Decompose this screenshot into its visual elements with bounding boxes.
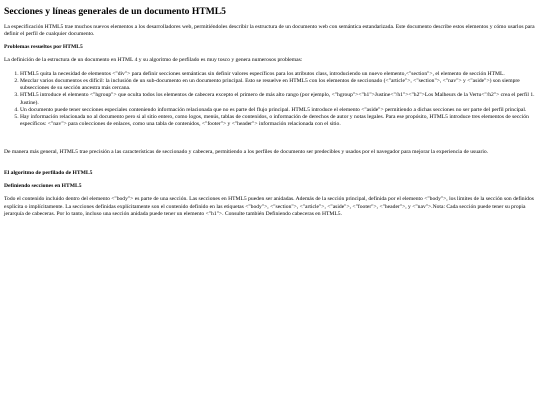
section-heading-outline-algorithm: El algoritmo de perfilado de HTML5	[4, 169, 93, 176]
list-item: 2. Mezclar varios documentos es difícil: la inclusión de un sub-documento en un documento principal. Esto se resuelve en HTML5 con los elementos de seccionado (<"article">, <"section">, <"nav"> y <"aside">) son siempre subsecciones de su sección ancestra más cercana.	[20, 78, 536, 93]
problems-intro-paragraph: La definición de la estructura de un documento en HTML 4 y su algoritmo de perfilado es muy tosco y genera numerosos problemas:	[4, 57, 303, 64]
section-heading-defining-sections: Definiendo secciones en HTML5	[4, 183, 82, 190]
spacer	[4, 135, 536, 149]
section-heading-problems: Problemas resueltos por HTML5	[4, 44, 83, 51]
list-item: 3. HTML5 introduce el elemento <"hgroup"> que oculta todos los elementos de cabecera excepto el primero de más alto rango (por ejemplo, <"hgroup"><"h1">Justine<"/h1"><"h2">Los Malheurs de la Vertu<"/h2"> crea el perfil 1. Justine).	[20, 92, 536, 107]
page-title: Secciones y líneas generales de un documento HTML5	[4, 6, 226, 17]
summary-paragraph: De manera más general, HTML5 trae precisión a las características de seccionado y cabecera, permitiendo a los perfiles de documento ser predecibles y usados por el navegador para mejorar la experiencia de usuario.	[4, 148, 489, 155]
list-item: 5. Hay información relacionada no al documento pero si al sitio entero, como logos, menús, tablas de contenidos, o información de derechos de autor y notas legales. Para ese propósito, HTML5 introduce tres elementos de sección específicos: <"nav"> para colecciones de enlaces, como una tabla de contenidos, <"footer"> y <"header"> información relacionada con el sitio.	[20, 114, 536, 129]
list-item: 4. Un documento puede tener secciones especiales conteniendo información relacionada que no es parte del flujo principal. HTML5 introduce el elemento <"aside"> permitiendo a dichas secciones no ser parte del perfil principal.	[20, 107, 536, 114]
problems-list	[4, 71, 536, 129]
intro-paragraph: La especificación HTML5 trae muchos nuevos elementos a los desarrolladores web, permitiéndoles describir la estructura de un documento web con semántica estandarizada. Este documento describe estos elementos y cómo usarlos para definir el perfil de cualquier documento.	[4, 23, 535, 37]
defining-sections-paragraph: Todo el contenido incluido dentro del elemento <"body"> es parte de una sección. Las secciones en HTML5 pueden ser anidadas. Además de la sección principal, definida por el elemento <"body">, los límites de la sección son definidos explícita o implícitamente. La secciones definidas explícitamente son el contenido definido en las etiquetas <"body">, <"section">, <"article">, <"aside">, <"footer">, <"header">, y <"nav">.Nota: Cada sección puede tener su propia jerarquía de cabeceras. Por lo tanto, incluso una sección anidada puede tener un elemento <"h1">. Consulte también Definiendo cabeceras en HTML5.	[4, 196, 534, 218]
spacer	[4, 162, 536, 170]
list-item: 1. HTML5 quita la necesidad de elementos <"div"> para definir secciones semánticas sin definir valores específicos para los atributos class, introduciendo un nuevo elemento,<"section">, el elemento de sección HTML.	[20, 71, 536, 78]
